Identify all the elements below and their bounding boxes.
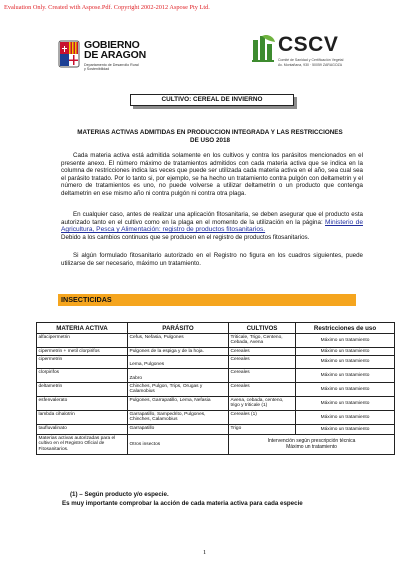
cscv-title: CSCV (278, 33, 339, 56)
cell-restricciones: Máximo un tratamiento (296, 397, 395, 411)
cscv-address: Av. Montañana, 930 · 50059 ZARAGOZA (278, 63, 343, 67)
cell-materia: cipermetrin (37, 356, 128, 369)
header-parasito: PARÁSITO (128, 323, 229, 334)
cell-restricciones: Máximo un tratamiento (296, 334, 395, 348)
table-row (37, 348, 395, 356)
cell-cultivos: Triticale, Trigo, Centeno, Cebada, Avena (229, 334, 296, 348)
cell-restricciones: Máximo un tratamiento (296, 356, 395, 369)
table-row (37, 383, 395, 397)
cell-materia: Materias activas autorizadas para el cultivo en el Registro Oficial de Fitosanitarios. (37, 435, 128, 455)
cell-cultivos: Trigo (229, 425, 296, 435)
table-header-row (37, 323, 395, 334)
evaluation-watermark: Evaluation Only. Created with Aspose.Pdf. Copyright 2002-2012 Aspose Pty Ltd. (4, 4, 210, 11)
footnote-species: (1) – Según producto y/o especie. (70, 491, 169, 498)
intro-paragraph: Cada materia activa está admitida solamente en los cultivos y contra los parásitos mencionados en el presente anexo. El número máximo de tratamientos admitidos con cada materia activa que se indica en la columna de restricciones indica las veces que puede ser utilizada cada materia activa en el año, sea cual sea el parásito tratado. Por lo tanto si, por ejemplo, se ha hecho un tratamiento contra pulgón con deltametrin y el número de tratamientos es uno, no puede volverse a utilizar deltametrin o un producto que contenga deltametrin en ese mismo año ni contra pulgón ni contra otra plaga. (61, 152, 363, 197)
cell-materia: taufluvalinato (37, 425, 128, 435)
cell-materia: lambda cihalotrin (37, 411, 128, 425)
footnote-warning: Es muy importante comprobar la acción de cada materia activa para cada especie (62, 500, 303, 507)
table-row (37, 369, 395, 383)
cell-parasito: Lema, Pulgones (128, 356, 229, 369)
header-restricciones: Restricciones de uso (296, 323, 395, 334)
cell-materia: cipermetrin + metil clorpirifos (37, 348, 128, 356)
header-materia: MATERIA ACTIVA (37, 323, 128, 334)
cell-parasito: Chinches, Pulgon, Trips, Orugas y Calamobius (128, 383, 229, 397)
cell-parasito: Pulgones de la espiga y de la hoja. (128, 348, 229, 356)
cell-parasito: Garrapatillo (128, 425, 229, 435)
registry-link[interactable]: Ministerio de Agricultura, Pesca y Alimentación: registro de productos fitosanitarios. (61, 218, 363, 234)
cell-materia: clorpirifos (37, 369, 128, 383)
cell-parasito: Otros insectos (128, 435, 229, 455)
table-row (37, 411, 395, 425)
cell-restricciones: Máximo un tratamiento (296, 425, 395, 435)
cell-parasito: Garrapatillo, Sampedrito, Pulgones, Chinches, Calamobius (128, 411, 229, 425)
insecticides-table (36, 322, 395, 455)
cell-materia: deltametrin (37, 383, 128, 397)
table-row (37, 435, 395, 455)
table-row (37, 397, 395, 411)
cell-restricciones: Máximo un tratamiento (296, 411, 395, 425)
cell-cultivos: Cereales (229, 348, 296, 356)
cell-restricciones-merged: Intervención según prescripción técnica Máximo un tratamiento (229, 435, 395, 455)
cell-restricciones: Máximo un tratamiento (296, 383, 395, 397)
cell-cultivos: Cereales (1) (229, 411, 296, 425)
header-cultivos: CULTIVOS (229, 323, 296, 334)
cell-cultivos: Cereales (229, 383, 296, 397)
cell-parasito: Pulgones, Garrapatillo, Lema, Nefasia (128, 397, 229, 411)
registry-note: Debido a los cambios continuos que se producen en el registro de productos fitosanitarios. (61, 233, 310, 241)
table-row (37, 425, 395, 435)
cell-restricciones: Máximo un tratamiento (296, 348, 395, 356)
table-row (37, 334, 395, 348)
registry-paragraph (61, 211, 363, 241)
cscv-subtitle: Comité de Sanidad y Certificación Vegetal (278, 58, 344, 62)
table-row (37, 356, 395, 369)
cell-restricciones: Máximo un tratamiento (296, 369, 395, 383)
cell-cultivos: Avena, cebada, centeno, trigo y triticale (1) (229, 397, 296, 411)
cell-cultivos: Cereales (229, 356, 296, 369)
cell-cultivos: Cereales (229, 369, 296, 383)
gobierno-subtitle: Departamento de Desarrollo Rural y Sostenibilidad (84, 63, 139, 71)
section-insecticidas: INSECTICIDAS (58, 294, 356, 306)
cscv-plant-icon (252, 34, 276, 62)
page-number: 1 (203, 549, 207, 556)
document-title: MATERIAS ACTIVAS ADMITIDAS EN PRODUCCION INTEGRADA Y LAS RESTRICCIONES DE USO 2018 (77, 129, 343, 144)
aragon-shield-icon (58, 40, 80, 70)
cell-materia: alfacipermetrin (37, 334, 128, 348)
cell-parasito: Cefus, Nefasia, Pulgones (128, 334, 229, 348)
registry-text: En cualquier caso, antes de realizar una aplicación fitosanitaria, se deben asegurar que el producto esta autorizado tanto en el cultivo como en la plaga en el momento de la utilización en la página: (61, 211, 363, 226)
gobierno-title: GOBIERNO DE ARAGON (84, 39, 146, 61)
crop-title-box: CULTIVO: CEREAL DE INVIERNO (130, 94, 294, 106)
gobierno-aragon-logo (58, 36, 178, 76)
cscv-logo (252, 34, 362, 74)
cell-materia: esfenvalerato (37, 397, 128, 411)
max-treatment-paragraph: Si algún formulado fitosanitario autorizado en el Registro no figura en los cuadros siguientes, puede utilizarse de ser necesario, máximo un tratamiento. (61, 252, 363, 267)
cell-parasito: Zabro (128, 369, 229, 383)
